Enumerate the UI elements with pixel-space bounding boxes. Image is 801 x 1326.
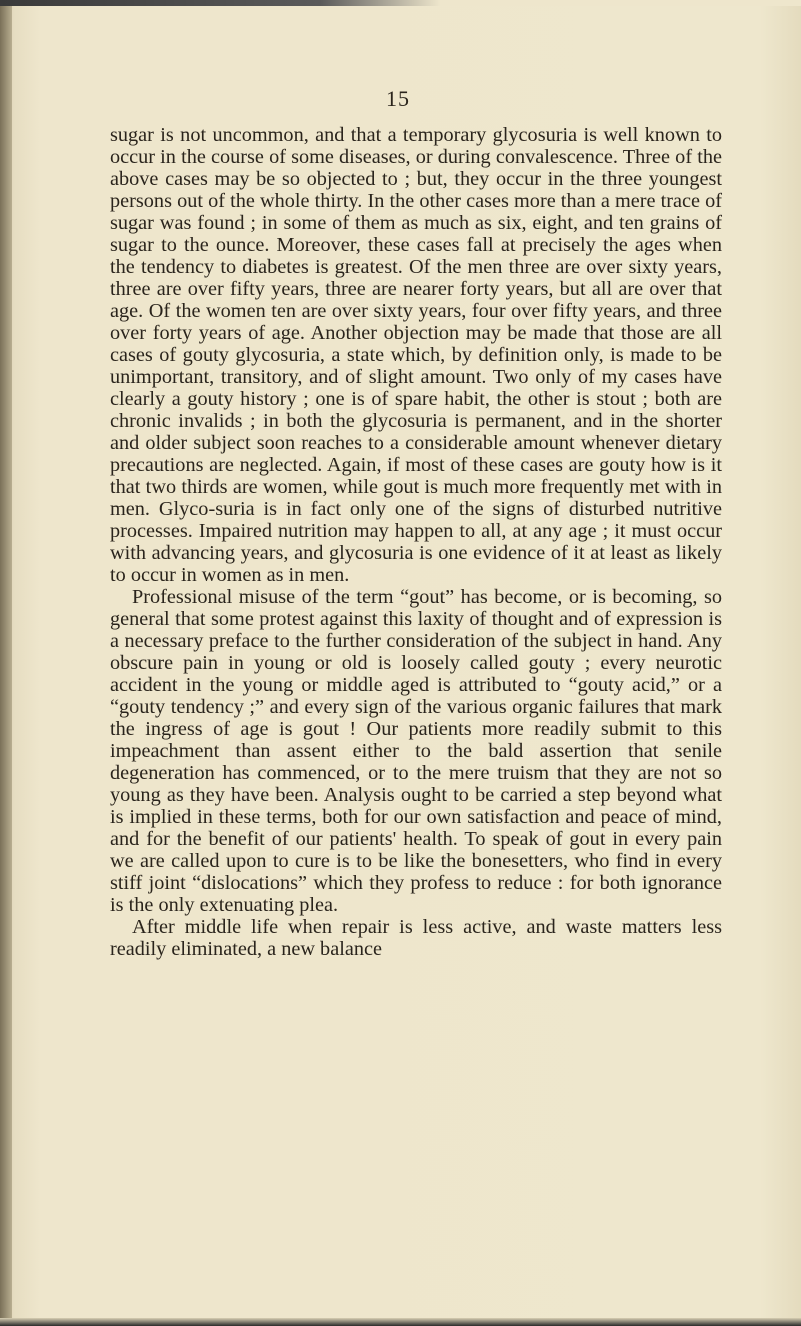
- paragraph-2: Professional misuse of the term “gout” has become, or is becoming, so general that some protest against this laxity of thought and of expression is a necessary preface to the further consideration of the subject in hand. Any obscure pain in young or old is loosely called gouty ; every neurotic accident in the young or middle aged is attributed to “gouty acid,” or a “gouty tendency ;” and every sign of the various organic failures that mark the ingress of age is gout ! Our patients more readily submit to this impeachment than assent either to the bald assertion that senile degeneration has commenced, or to the mere truism that they are not so young as they have been. Analysis ought to be carried a step beyond what is implied in these terms, both for our own satisfaction and peace of mind, and for the benefit of our patients' health. To speak of gout in every pain we are called upon to cure is to be like the bonesetters, who find in every stiff joint “dislocations” which they profess to reduce : for both ignorance is the only extenuating plea.: [110, 586, 722, 916]
- page-spine-shadow: [0, 0, 12, 1326]
- page-number: 15: [386, 86, 410, 111]
- paragraph-3: After middle life when repair is less active, and waste matters less readily eliminated, a new balance: [110, 916, 722, 960]
- page-bottom-edge: [0, 1318, 801, 1326]
- body-text: [110, 124, 722, 960]
- paragraph-1: sugar is not uncommon, and that a temporary glycosuria is well known to occur in the course of some diseases, or during convalescence. Three of the above cases may be so objected to ; but, they occur in the three youngest persons out of the whole thirty. In the other cases more than a mere trace of sugar was found ; in some of them as much as six, eight, and ten grains of sugar to the ounce. Moreover, these cases fall at precisely the ages when the tendency to diabetes is greatest. Of the men three are over sixty years, three are over fifty years, three are nearer forty years, but all are over that age. Of the women ten are over sixty years, four over fifty years, and three over forty years of age. Another objection may be made that those are all cases of gouty glycosuria, a state which, by definition only, is made to be unimportant, transitory, and of slight amount. Two only of my cases have clearly a gouty history ; one is of spare habit, the other is stout ; both are chronic invalids ; in both the glycosuria is permanent, and in the shorter and older subject soon reaches to a considerable amount whenever dietary precautions are neglected. Again, if most of these cases are gouty how is it that two thirds are women, while gout is much more frequently met with in men. Glyco-suria is in fact only one of the signs of disturbed nutritive processes. Impaired nutrition may happen to all, at any age ; it must occur with advancing years, and glycosuria is one evidence of it at least as likely to occur in women as in men.: [110, 124, 722, 586]
- page-top-edge: [0, 0, 801, 6]
